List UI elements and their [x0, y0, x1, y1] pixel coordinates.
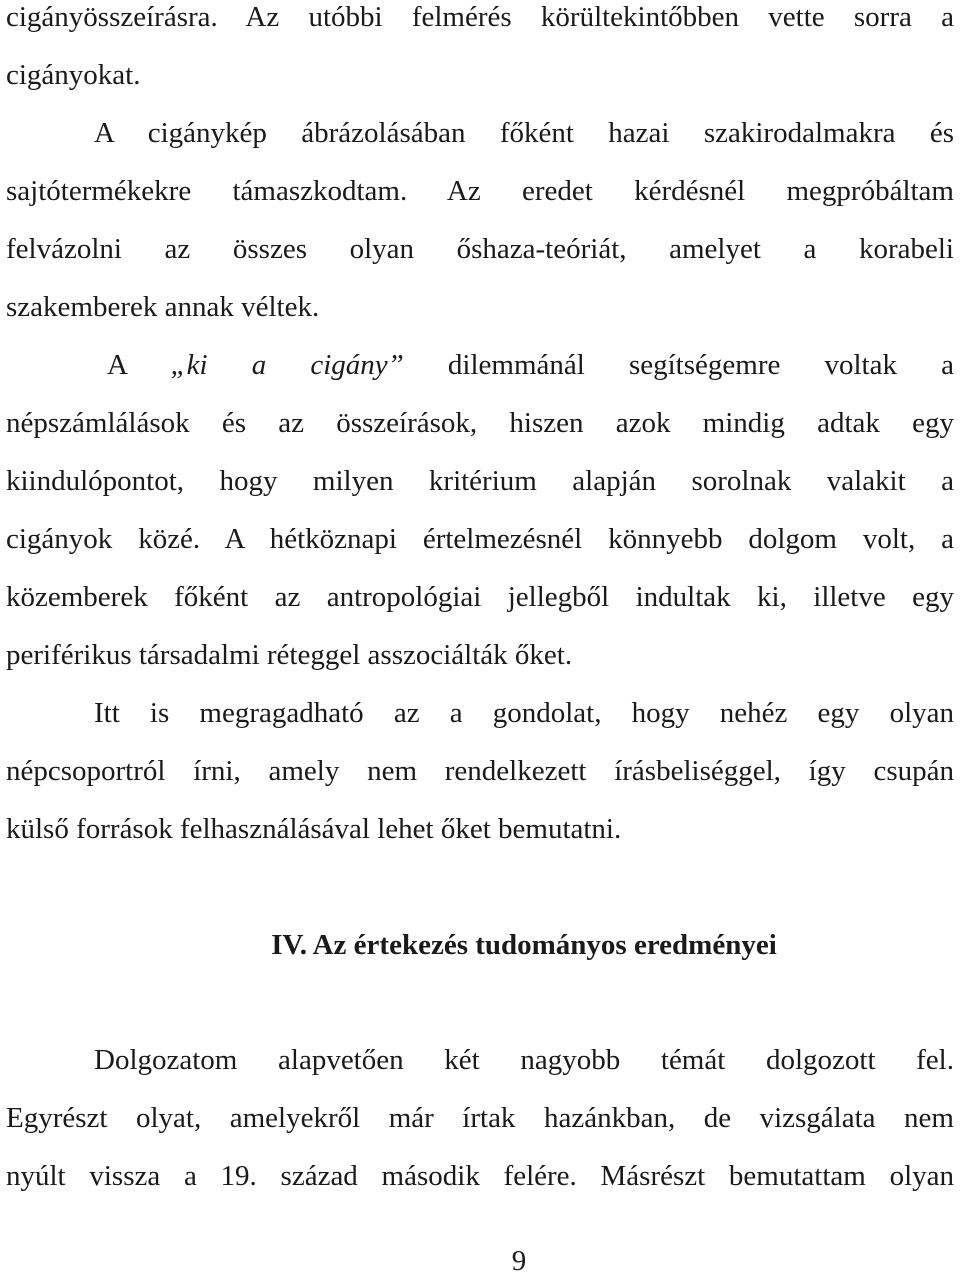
paragraph-line: periférikus társadalmi réteggel asszociálták őket. [6, 639, 573, 671]
paragraph-line: népszámlálások és az összeírások, hiszen azok mindig adtak egy [6, 407, 954, 439]
paragraph-line: Egyrészt olyat, amelyekről már írtak hazánkban, de vizsgálata nem [6, 1102, 954, 1134]
page-number: 9 [511, 1245, 527, 1277]
line-end-text: dilemmánál segítségemre voltak a [403, 349, 954, 381]
paragraph-line: cigányösszeírásra. Az utóbbi felmérés körültekintőbben vette sorra a [6, 1, 954, 33]
paragraph-line: közemberek főként az antropológiai jellegből indultak ki, illetve egy [6, 581, 954, 613]
paragraph-line: Dolgozatom alapvetően két nagyobb témát dolgozott fel. [94, 1044, 954, 1076]
paragraph-line: szakemberek annak véltek. [6, 291, 320, 323]
paragraph-line: cigányok közé. A hétköznapi értelmezésnél könnyebb dolgom volt, a [6, 523, 954, 555]
paragraph-line: cigányokat. [6, 59, 141, 91]
paragraph-line: nyúlt vissza a 19. század második felére. Másrészt bemutattam olyan [6, 1160, 954, 1192]
paragraph-line: felvázolni az összes olyan őshaza-teóriát, amelyet a korabeli [6, 233, 954, 265]
quoted-phrase: „ki a cigány” [170, 349, 404, 381]
paragraph-line [107, 348, 954, 382]
paragraph-line: A cigánykép ábrázolásában főként hazai szakirodalmakra és [94, 117, 954, 149]
paragraph-line: sajtótermékekre támaszkodtam. Az eredet kérdésnél megpróbáltam [6, 175, 954, 207]
line-start-text: A [107, 349, 171, 381]
paragraph-line: népcsoportról írni, amely nem rendelkezett írásbeliséggel, így csupán [6, 755, 954, 787]
paragraph-line: kiindulópontot, hogy milyen kritérium alapján sorolnak valakit a [6, 465, 954, 497]
section-heading: IV. Az értekezés tudományos eredményei [271, 929, 777, 961]
paragraph-line: külső források felhasználásával lehet őket bemutatni. [6, 813, 622, 845]
paragraph-line: Itt is megragadható az a gondolat, hogy nehéz egy olyan [94, 697, 954, 729]
